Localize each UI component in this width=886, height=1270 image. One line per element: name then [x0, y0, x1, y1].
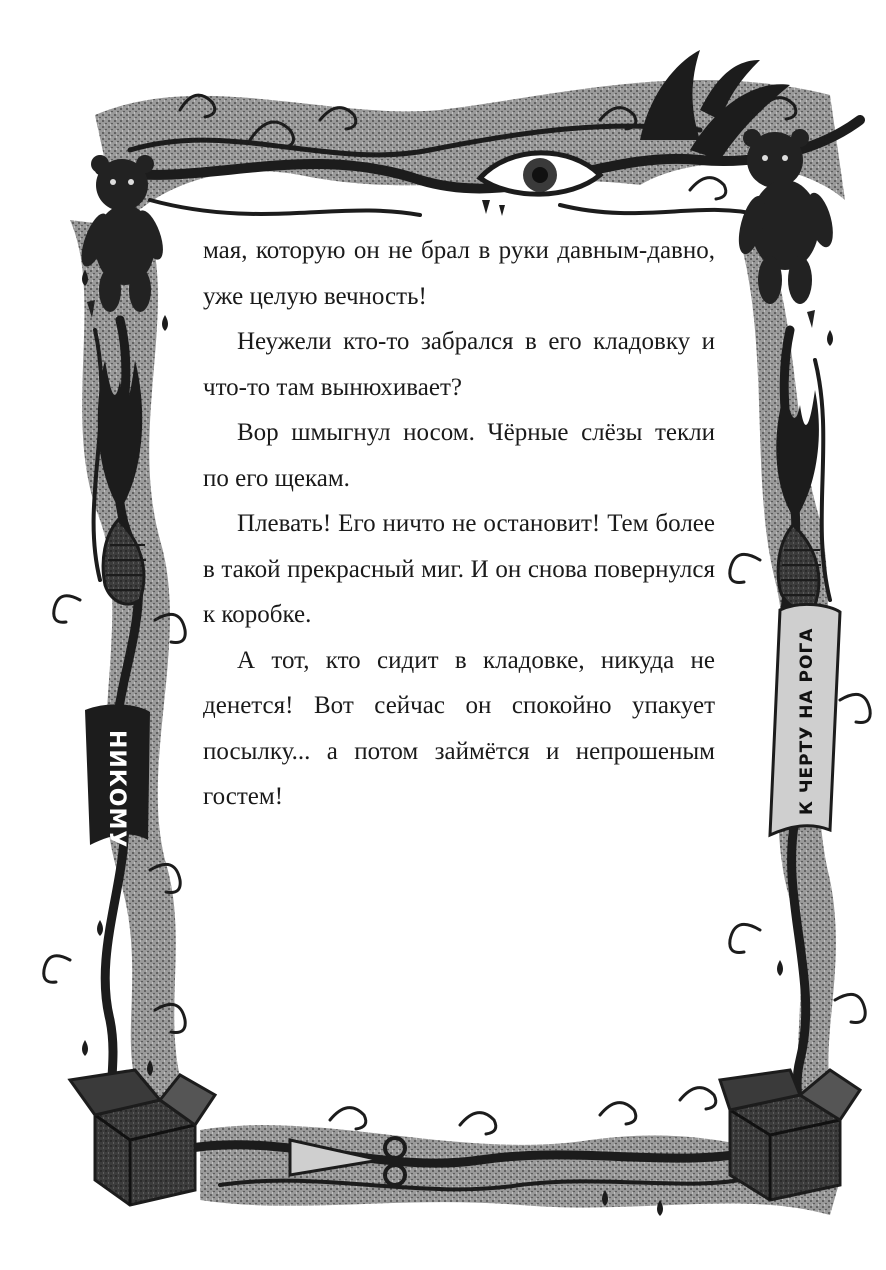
paragraph-2: Неужели кто-то забрался в его кладовку и что-то там вынюхивает? — [203, 328, 715, 401]
paragraph-3: Вор шмыгнул носом. Чёрные слёзы текли по его щекам. — [203, 419, 715, 492]
paragraph-1: мая, которую он не брал в руки давным-давно, уже целую вечность! — [203, 237, 715, 310]
paragraph-5: А тот, кто сидит в кладовке, никуда не денется! Вот сейчас он спокойно упакует посылку... а потом займётся и непрошеным гостем! — [203, 646, 715, 810]
right-banner-scroll — [770, 604, 840, 835]
story-text — [203, 228, 715, 820]
paragraph-4: Плевать! Его ничто не остановит! Тем более в такой прекрасный миг. И он снова повернулся к коробке. — [203, 510, 715, 628]
left-banner-text: НИКОМУ — [104, 730, 129, 849]
left-banner-scroll — [85, 704, 150, 848]
right-banner-text: К ЧЕРТУ НА РОГА — [797, 627, 817, 815]
open-box-left-illustration — [70, 1070, 215, 1205]
open-box-right-illustration — [720, 1070, 860, 1200]
eye-icon — [480, 153, 600, 216]
